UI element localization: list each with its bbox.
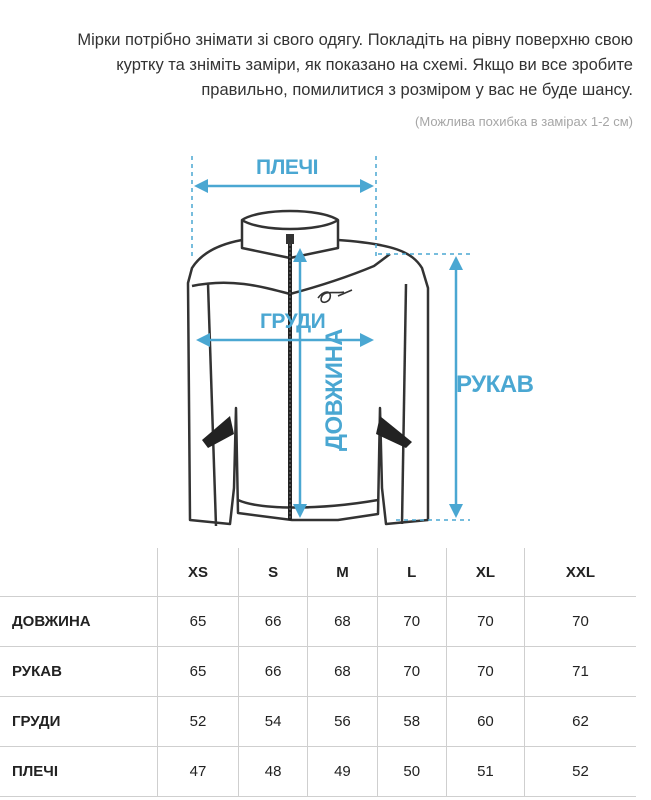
table-row [0, 597, 636, 647]
size-header: M [308, 548, 377, 597]
instructions-text: Мірки потрібно знімати зі свого одягу. Покладіть на рівну поверхню свою куртку та зніміть заміри, як показано на схемі. Якщо ви все зробите правильно, помилитися з розміром у вас не буде шансу. [77, 31, 633, 99]
table-cell: 60 [446, 697, 524, 747]
table-cell: 70 [524, 597, 636, 647]
jacket-outline [188, 211, 428, 526]
table-cell: 50 [377, 747, 446, 797]
table-cell: 70 [377, 647, 446, 697]
table-cell: 56 [308, 697, 377, 747]
table-cell: 51 [446, 747, 524, 797]
table-cell: 47 [158, 747, 239, 797]
table-row [0, 647, 636, 697]
size-header: XXL [524, 548, 636, 597]
jacket-measurement-diagram [150, 148, 534, 538]
row-label: ГРУДИ [0, 697, 158, 747]
size-header: S [239, 548, 308, 597]
length-label: ДОВЖИНА [321, 328, 349, 452]
table-cell: 66 [239, 597, 308, 647]
shoulders-label: ПЛЕЧІ [256, 156, 318, 179]
table-cell: 68 [308, 647, 377, 697]
table-cell: 65 [158, 647, 239, 697]
table-cell: 65 [158, 597, 239, 647]
table-cell: 68 [308, 597, 377, 647]
row-label: ДОВЖИНА [0, 597, 158, 647]
table-row [0, 747, 636, 797]
brand-logo [318, 290, 352, 302]
table-cell: 70 [446, 597, 524, 647]
table-cell: 54 [239, 697, 308, 747]
table-cell: 66 [239, 647, 308, 697]
size-header: XL [446, 548, 524, 597]
table-cell: 48 [239, 747, 308, 797]
table-cell: 71 [524, 647, 636, 697]
table-cell: 49 [308, 747, 377, 797]
table-cell: 58 [377, 697, 446, 747]
sleeve-label: РУКАВ [456, 371, 534, 398]
table-header-empty [0, 548, 158, 597]
measurement-error-note: (Можлива похибка в замірах 1-2 см) [415, 114, 633, 129]
table-cell: 62 [524, 697, 636, 747]
size-header: XS [158, 548, 239, 597]
table-cell: 70 [446, 647, 524, 697]
size-chart-table [0, 548, 636, 797]
table-cell: 70 [377, 597, 446, 647]
table-cell: 52 [524, 747, 636, 797]
table-cell: 52 [158, 697, 239, 747]
table-row [0, 697, 636, 747]
size-header: L [377, 548, 446, 597]
row-label: ПЛЕЧІ [0, 747, 158, 797]
chest-label: ГРУДИ [260, 310, 326, 333]
row-label: РУКАВ [0, 647, 158, 697]
left-pocket [202, 416, 234, 448]
table-header-row [0, 548, 636, 597]
